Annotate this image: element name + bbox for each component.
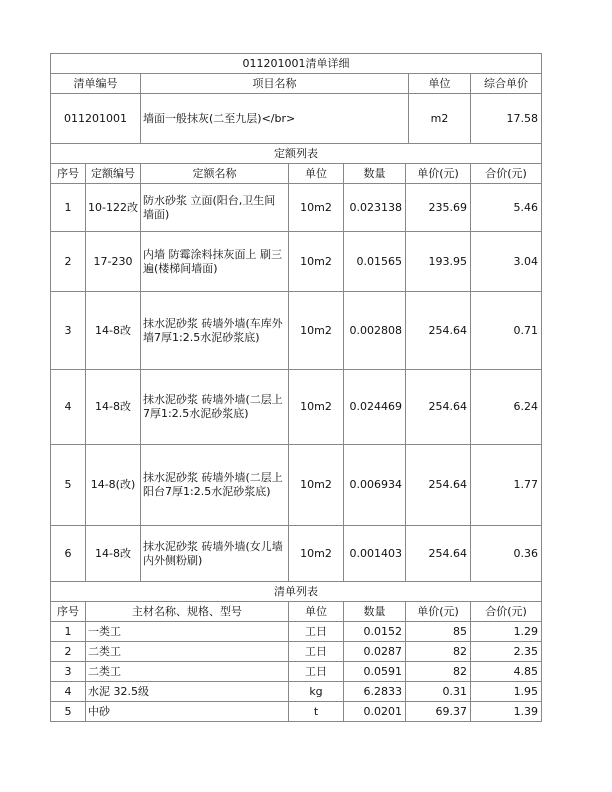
bill-price: 17.58 [471, 94, 542, 144]
row-index: 2 [51, 642, 86, 662]
material-unit: 工日 [289, 622, 344, 642]
table-row [51, 232, 542, 292]
material-qty: 0.0152 [344, 622, 406, 642]
row-index: 4 [51, 370, 86, 445]
bill-code: 011201001 [51, 94, 141, 144]
table-row [51, 702, 542, 722]
quota-header: 合价(元) [471, 164, 542, 184]
material-total: 1.29 [471, 622, 542, 642]
bill-name: 墙面一般抹灰(二至九层)</br> [141, 94, 409, 144]
material-unit: t [289, 702, 344, 722]
table-row [51, 682, 542, 702]
quota-title: 定额列表 [51, 144, 542, 164]
quota-qty: 0.002808 [344, 292, 406, 370]
quota-unit: 10m2 [289, 526, 344, 582]
table-row [51, 370, 542, 445]
quota-unit: 10m2 [289, 370, 344, 445]
row-index: 4 [51, 682, 86, 702]
row-index: 1 [51, 184, 86, 232]
quota-qty: 0.006934 [344, 445, 406, 526]
material-qty: 6.2833 [344, 682, 406, 702]
table-row [51, 292, 542, 370]
quota-unit-price: 193.95 [406, 232, 471, 292]
material-qty: 0.0287 [344, 642, 406, 662]
quota-code: 17-230 [86, 232, 141, 292]
quota-header: 数量 [344, 164, 406, 184]
row-index: 5 [51, 445, 86, 526]
quota-code: 14-8改 [86, 370, 141, 445]
quota-unit: 10m2 [289, 445, 344, 526]
quota-name: 抹水泥砂浆 砖墙外墙(二层上阳台7厚1:2.5水泥砂浆底) [141, 445, 289, 526]
quota-name: 抹水泥砂浆 砖墙外墙(车库外墙7厚1:2.5水泥砂浆底) [141, 292, 289, 370]
quota-total: 3.04 [471, 232, 542, 292]
row-index: 1 [51, 622, 86, 642]
material-unit-price: 82 [406, 642, 471, 662]
material-name: 中砂 [86, 702, 289, 722]
materials-header: 单位 [289, 602, 344, 622]
quota-header: 单位 [289, 164, 344, 184]
quota-code: 10-122改 [86, 184, 141, 232]
material-unit-price: 69.37 [406, 702, 471, 722]
quota-header: 定额名称 [141, 164, 289, 184]
quota-header: 序号 [51, 164, 86, 184]
table-row [51, 184, 542, 232]
quota-total: 0.36 [471, 526, 542, 582]
material-unit-price: 0.31 [406, 682, 471, 702]
bill-unit: m2 [409, 94, 471, 144]
bill-header-name: 项目名称 [141, 74, 409, 94]
quota-table [50, 143, 542, 582]
row-index: 3 [51, 662, 86, 682]
material-unit: 工日 [289, 642, 344, 662]
quota-total: 0.71 [471, 292, 542, 370]
quota-total: 1.77 [471, 445, 542, 526]
quota-unit-price: 254.64 [406, 370, 471, 445]
table-row [51, 445, 542, 526]
row-index: 5 [51, 702, 86, 722]
quota-name: 内墙 防霉涂料抹灰面上 刷三遍(楼梯间墙面) [141, 232, 289, 292]
quota-unit-price: 254.64 [406, 292, 471, 370]
material-total: 1.39 [471, 702, 542, 722]
quota-name: 防水砂浆 立面(阳台,卫生间墙面) [141, 184, 289, 232]
bill-header-code: 清单编号 [51, 74, 141, 94]
row-index: 2 [51, 232, 86, 292]
quota-total: 6.24 [471, 370, 542, 445]
material-total: 4.85 [471, 662, 542, 682]
quota-code: 14-8改 [86, 526, 141, 582]
quota-qty: 0.01565 [344, 232, 406, 292]
material-unit-price: 82 [406, 662, 471, 682]
row-index: 3 [51, 292, 86, 370]
materials-header: 单价(元) [406, 602, 471, 622]
bill-table [50, 53, 542, 144]
quota-unit: 10m2 [289, 184, 344, 232]
materials-header: 序号 [51, 602, 86, 622]
material-name: 一类工 [86, 622, 289, 642]
materials-title: 清单列表 [51, 582, 542, 602]
quota-unit-price: 254.64 [406, 526, 471, 582]
quota-total: 5.46 [471, 184, 542, 232]
material-total: 1.95 [471, 682, 542, 702]
materials-header: 数量 [344, 602, 406, 622]
bill-header-unit: 单位 [409, 74, 471, 94]
quota-code: 14-8改 [86, 292, 141, 370]
quota-unit: 10m2 [289, 232, 344, 292]
material-name: 二类工 [86, 642, 289, 662]
table-row [51, 526, 542, 582]
materials-table [50, 581, 542, 722]
row-index: 6 [51, 526, 86, 582]
table-row [51, 622, 542, 642]
quota-qty: 0.024469 [344, 370, 406, 445]
table-row [51, 642, 542, 662]
quota-name: 抹水泥砂浆 砖墙外墙(女儿墙内外侧粉刷) [141, 526, 289, 582]
material-unit: kg [289, 682, 344, 702]
quota-unit-price: 254.64 [406, 445, 471, 526]
quota-header: 单价(元) [406, 164, 471, 184]
material-name: 二类工 [86, 662, 289, 682]
quota-qty: 0.023138 [344, 184, 406, 232]
bill-header-price: 综合单价 [471, 74, 542, 94]
quota-unit-price: 235.69 [406, 184, 471, 232]
material-name: 水泥 32.5级 [86, 682, 289, 702]
materials-header: 主材名称、规格、型号 [86, 602, 289, 622]
bill-title: 011201001清单详细 [51, 54, 542, 74]
quota-name: 抹水泥砂浆 砖墙外墙(二层上7厚1:2.5水泥砂浆底) [141, 370, 289, 445]
table-row [51, 662, 542, 682]
material-qty: 0.0201 [344, 702, 406, 722]
quota-header: 定额编号 [86, 164, 141, 184]
materials-header: 合价(元) [471, 602, 542, 622]
quota-code: 14-8(改) [86, 445, 141, 526]
material-total: 2.35 [471, 642, 542, 662]
material-qty: 0.0591 [344, 662, 406, 682]
quota-unit: 10m2 [289, 292, 344, 370]
material-unit-price: 85 [406, 622, 471, 642]
material-unit: 工日 [289, 662, 344, 682]
quota-qty: 0.001403 [344, 526, 406, 582]
